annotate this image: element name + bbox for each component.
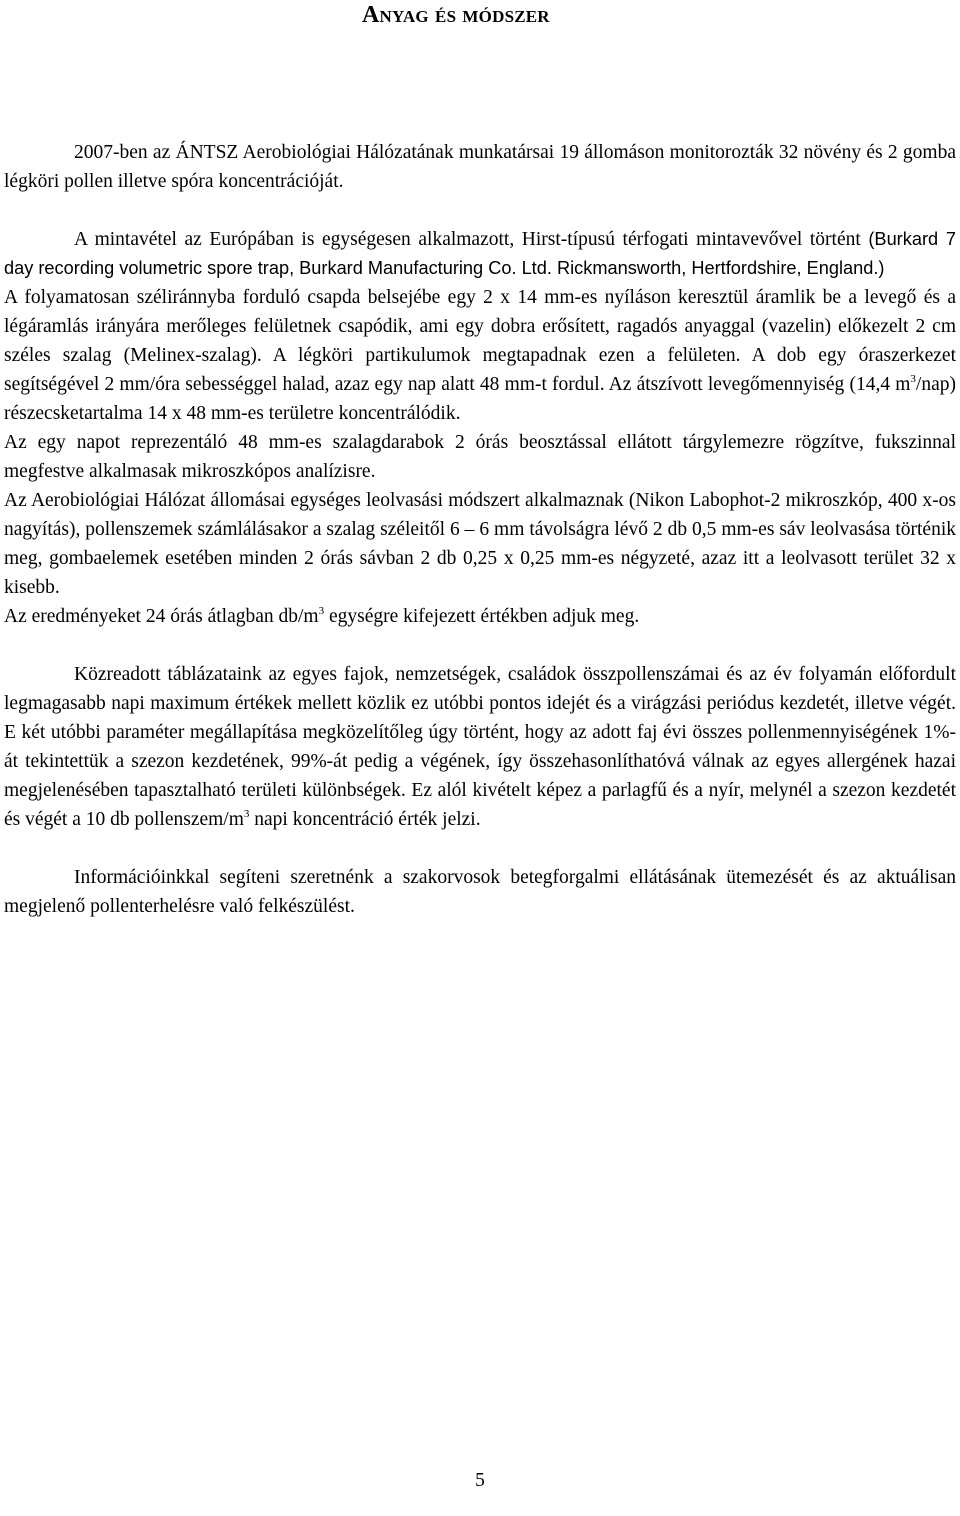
trap-text-2: /nap) részecsketartalma 14 x 48 mm-es területre koncentrálódik. xyxy=(4,374,956,424)
paragraph-results-unit xyxy=(4,602,956,631)
paragraph-sampling xyxy=(4,225,956,283)
body-text xyxy=(4,138,956,921)
paragraph-tables xyxy=(4,660,956,834)
trap-text-1: A folyamatosan széliránnyba forduló csapda belsejébe egy 2 x 14 mm-es nyíláson keresztül áramlik be a levegő és a légáramlás irányára merőleges felületnek csapódik, ami egy dobra erősített, ragadós anyaggal (vazelin) előkezelt 2 cm széles szalag (Melinex-szalag). A légköri partikulumok megtapadnak ezen a felületen. A dob egy óraszerkezet segítségével 2 mm/óra sebességgel halad, azaz egy nap alatt 48 mm-t fordul. Az átszívott levegőmennyiség (14,4 m xyxy=(4,287,956,395)
device-details: (Burkard 7 day recording volumetric spore trap, Burkard Manufacturing Co. Ltd. Rickmansworth, Hertfordshire, England.) xyxy=(4,229,956,278)
tables-text-2: napi koncentráció érték jelzi. xyxy=(249,809,481,830)
section-heading: Anyag és módszer xyxy=(362,2,550,28)
results-text-2: egységre kifejezett értékben adjuk meg. xyxy=(324,606,640,627)
results-text-1: Az eredményeket 24 órás átlagban db/m xyxy=(4,606,319,627)
paragraph-trap-operation xyxy=(4,283,956,428)
paragraph-slides: Az egy napot reprezentáló 48 mm-es szalagdarabok 2 órás beosztással ellátott tárgylemezre rögzítve, fukszinnal megfestve alkalmasak mikroszkópos analízisre. xyxy=(4,432,956,482)
superscript-cubic: 3 xyxy=(318,605,325,617)
page-number: 5 xyxy=(475,1470,485,1491)
sampling-text: A mintavétel az Európában is egységesen alkalmazott, Hirst-típusú térfogati mintavevővel történt xyxy=(74,229,869,250)
superscript-cubic: 3 xyxy=(910,373,916,385)
paragraph-purpose: Információinkkal segíteni szeretnénk a szakorvosok betegforgalmi ellátásának ütemezését és az aktuálisan megjelenő pollenterhelésre való felkészülést. xyxy=(4,867,956,917)
superscript-cubic: 3 xyxy=(243,808,250,820)
tables-text-1: Közreadott táblázataink az egyes fajok, nemzetségek, családok összpollenszámai és az év folyamán előfordult legmagasabb napi maximum értékek mellett közlik ez utóbbi pontos idejét és a virágzási periódus kezdetét, illetve végét. E két utóbbi paraméter megállapítása megközelítőleg úgy történt, hogy az adott faj évi összes pollenmennyiségének 1%-át tekintettük a szezon kezdetének, 99%-át pedig a végének, így összehasonlíthatóvá válnak az egyes allergének hazai megjelenésében tapasztalható területi különbségek. Ez alól kivételt képez a parlagfű és a nyír, melynél a szezon kezdetét és végét a 10 db pollenszem/m xyxy=(4,664,956,830)
paragraph-monitoring: 2007-ben az ÁNTSZ Aerobiológiai Hálózatának munkatársai 19 állomáson monitorozták 32 növény és 2 gomba légköri pollen illetve spóra koncentrációját. xyxy=(4,142,956,192)
paragraph-reading-method: Az Aerobiológiai Hálózat állomásai egységes leolvasási módszert alkalmaznak (Nikon Labophot-2 mikroszkóp, 400 x-os nagyítás), pollenszemek számlálásakor a szalag széleitől 6 – 6 mm távolságra lévő 2 db 0,5 mm-es sáv leolvasása történik meg, gombaelemek esetében minden 2 órás sávban 2 db 0,25 x 0,25 mm-es négyzeté, azaz itt a leolvasott terület 32 x kisebb. xyxy=(4,490,956,598)
